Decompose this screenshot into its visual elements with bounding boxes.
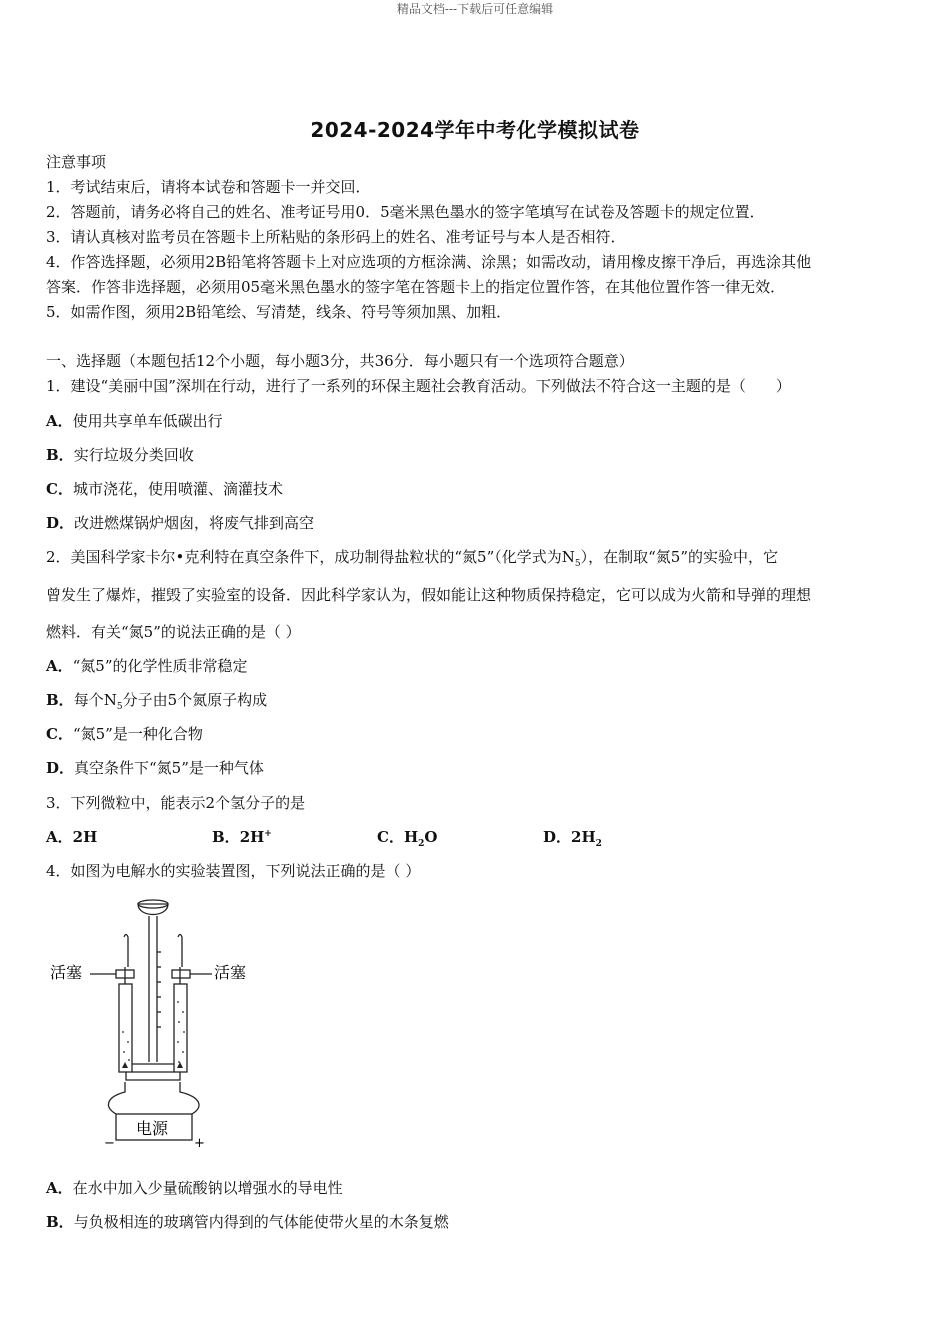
option-letter: B． xyxy=(46,446,74,464)
right-tube xyxy=(174,984,187,1072)
valve-label-left: 活塞 xyxy=(50,963,83,982)
option-letter: A． xyxy=(46,657,73,675)
option-text: 实行垃圾分类回收 xyxy=(73,446,194,464)
option-text: 每个N xyxy=(73,691,117,709)
question-2-stem-line1 xyxy=(46,546,778,569)
q2-option-c xyxy=(46,723,203,744)
page-title: 2024-2024学年中考化学模拟试卷 xyxy=(310,118,640,142)
notice-item: 答案．作答非选择题，必须用05毫米黑色墨水的签字笔在答题卡上的指定位置作答，在其他位置作答一律无效． xyxy=(46,278,786,296)
option-formula: 2H xyxy=(571,828,596,846)
question-4-stem: 4．如图为电解水的实验装置图，下列说法正确的是（ ） xyxy=(46,862,421,880)
option-letter: C． xyxy=(46,480,73,498)
q2-option-d xyxy=(46,757,264,778)
notice-item: 5．如需作图，须用2B铅笔绘、写清楚，线条、符号等须加黑、加粗． xyxy=(46,303,512,321)
option-text: “氮5”是一种化合物 xyxy=(72,725,203,743)
option-formula: H xyxy=(403,828,419,846)
subscript: 2 xyxy=(418,839,425,849)
option-text: 改进燃煤锅炉烟囱，将废气排到高空 xyxy=(74,514,315,532)
option-formula: 2H xyxy=(72,828,98,846)
option-formula: 2H xyxy=(239,828,265,846)
notice-item: 2．答题前，请务必将自己的姓名、准考证号用0．5毫米黑色墨水的签字笔填写在试卷及答题卡的规定位置． xyxy=(46,203,765,221)
q3-option-c xyxy=(377,826,437,849)
q4-option-b xyxy=(46,1211,449,1232)
option-letter: A． xyxy=(46,1179,73,1197)
right-valve xyxy=(172,970,190,978)
option-text: 在水中加入少量硫酸钠以增强水的导电性 xyxy=(72,1179,343,1197)
option-letter: C． xyxy=(377,828,404,846)
option-text: “氮5”的化学性质非常稳定 xyxy=(72,657,248,675)
option-letter: B． xyxy=(46,691,74,709)
minus-sign: − xyxy=(104,1136,115,1151)
q3-option-d xyxy=(543,826,602,849)
stem-text: ），在制取“氮5”的实验中，它 xyxy=(580,548,779,566)
question-2-stem-line2: 曾发生了爆炸，摧毁了实验室的设备．因此科学家认为，假如能让这种物质保持稳定，它可以成为火箭和导弹的理想 xyxy=(46,586,812,604)
subscript: 5 xyxy=(116,702,123,712)
option-text: 真空条件下“氮5”是一种气体 xyxy=(74,759,264,777)
q1-option-d xyxy=(46,512,314,533)
notice-heading: 注意事项 xyxy=(46,153,107,171)
notice-item: 3．请认真核对监考员在答题卡上所粘贴的条形码上的姓名、准考证号与本人是否相符． xyxy=(46,228,626,246)
electrolysis-apparatus-figure xyxy=(46,892,266,1152)
superscript: + xyxy=(264,829,272,839)
subscript: 5 xyxy=(574,559,581,569)
option-letter: B． xyxy=(46,1213,74,1231)
stem-text: 2．美国科学家卡尔•克利特在真空条件下，成功制得盐粒状的“氮5”（化学式为N xyxy=(46,548,575,566)
q2-option-b xyxy=(46,689,267,712)
section-heading: 一、选择题（本题包括12个小题，每小题3分，共36分．每小题只有一个选项符合题意） xyxy=(46,352,634,370)
q4-option-a xyxy=(46,1177,343,1198)
q1-option-a xyxy=(46,410,223,431)
funnel xyxy=(138,904,168,915)
q1-option-b xyxy=(46,444,194,465)
question-1-stem: 1．建设“美丽中国”深圳在行动，进行了一系列的环保主题社会教育活动。下列做法不符合这一主题的是（ ） xyxy=(46,377,791,395)
option-text: 与负极相连的玻璃管内得到的气体能使带火星的木条复燃 xyxy=(73,1213,449,1231)
plus-sign: + xyxy=(194,1136,205,1151)
subscript: 2 xyxy=(595,839,602,849)
option-text: 使用共享单车低碳出行 xyxy=(72,412,223,430)
question-3-stem: 3．下列微粒中，能表示2个氢分子的是 xyxy=(46,794,306,812)
question-2-stem-line3: 燃料．有关“氮5”的说法正确的是（ ） xyxy=(46,623,301,641)
q1-option-c xyxy=(46,478,283,499)
option-letter: A． xyxy=(46,828,73,846)
option-text: 分子由5个氮原子构成 xyxy=(122,691,268,709)
option-letter: C． xyxy=(46,725,73,743)
option-letter: D． xyxy=(46,759,75,777)
notice-item: 1．考试结束后，请将本试卷和答题卡一并交回． xyxy=(46,178,371,196)
q2-option-a xyxy=(46,655,248,676)
notice-item: 4．作答选择题，必须用2B铅笔将答题卡上对应选项的方框涂满、涂黑；如需改动，请用橡皮擦干净后，再选涂其他 xyxy=(46,253,812,271)
power-label: 电源 xyxy=(136,1119,169,1138)
valve-label-right: 活塞 xyxy=(214,963,247,982)
option-formula: O xyxy=(424,828,438,846)
option-letter: D． xyxy=(543,828,572,846)
option-text: 城市浇花，使用喷灌、滴灌技术 xyxy=(72,480,283,498)
header-note: 精品文档---下载后可任意编辑 xyxy=(396,2,554,16)
option-letter: A． xyxy=(46,412,73,430)
option-letter: D． xyxy=(46,514,75,532)
q3-option-b xyxy=(212,826,272,847)
q3-option-a xyxy=(46,826,97,847)
left-tube xyxy=(119,984,132,1072)
option-letter: B． xyxy=(212,828,240,846)
